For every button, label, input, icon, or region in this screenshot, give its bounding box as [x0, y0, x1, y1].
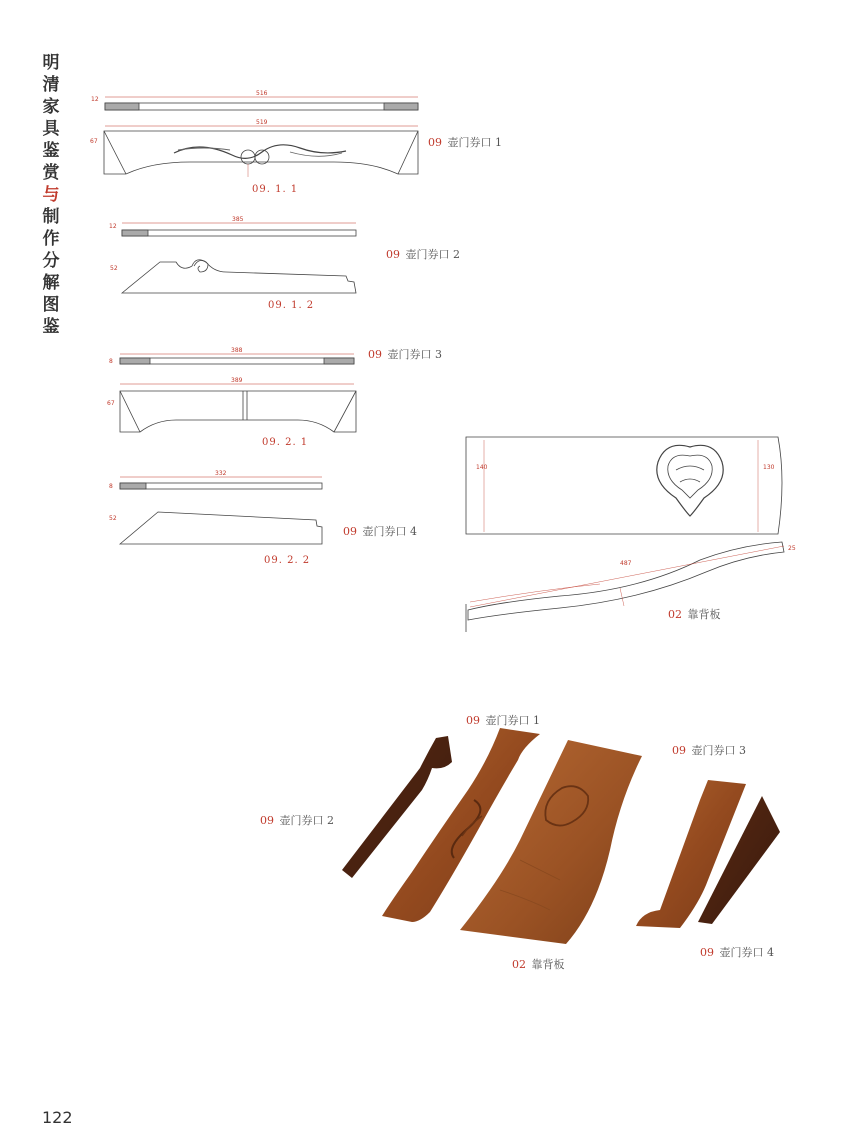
book-title-char: 图 [42, 295, 60, 315]
dim-label: 385 [232, 216, 244, 223]
caption-09-3: 09 壶门券口 3 [368, 348, 442, 361]
book-title-char: 具 [42, 119, 60, 139]
book-title-char: 鉴 [42, 141, 60, 161]
book-title-char: 家 [42, 97, 60, 117]
drawing-02-backrest [466, 437, 784, 632]
figure-09-2-2: 09. 2. 2 [264, 555, 311, 566]
dim-label: 487 [620, 560, 632, 567]
dim-label: 25 [788, 545, 796, 552]
dim-label: 52 [109, 515, 117, 522]
drawing-09-1-2 [122, 223, 356, 293]
page-number: 122 [42, 1108, 73, 1127]
book-title-char: 与 [42, 185, 60, 205]
figure-09-1-1: 09. 1. 1 [252, 184, 299, 195]
book-title-char: 解 [42, 273, 60, 293]
dim-label: 519 [256, 119, 268, 126]
dim-label: 130 [763, 464, 775, 471]
book-title-char: 鉴 [42, 317, 60, 337]
caption-02-backrest: 02 靠背板 [668, 608, 721, 621]
dim-label: 516 [256, 90, 268, 97]
dim-label: 12 [109, 223, 117, 230]
drawing-09-2-1 [120, 354, 356, 432]
book-title-char: 分 [42, 251, 60, 271]
drawing-09-2-2 [120, 477, 322, 544]
photo-label-09-3: 09 壶门券口 3 [672, 744, 746, 757]
book-title-char: 清 [42, 75, 60, 95]
photo-label-09-4: 09 壶门券口 4 [700, 946, 774, 959]
photo-wooden-parts [342, 728, 780, 944]
book-title-char: 明 [42, 53, 60, 73]
dim-label: 389 [231, 377, 243, 384]
dim-label: 12 [91, 96, 99, 103]
book-title-char: 赏 [42, 163, 60, 183]
caption-09-2: 09 壶门券口 2 [386, 248, 460, 261]
dim-label: 67 [107, 400, 115, 407]
dim-label: 8 [109, 483, 113, 490]
dim-label: 8 [109, 358, 113, 365]
dim-label: 140 [476, 464, 488, 471]
figure-09-2-1: 09. 2. 1 [262, 437, 309, 448]
photo-label-02: 02 靠背板 [512, 958, 565, 971]
caption-09-1: 09 壶门券口 1 [428, 136, 502, 149]
book-title-char: 作 [42, 229, 60, 249]
photo-label-09-1: 09 壶门券口 1 [466, 714, 540, 727]
dim-label: 52 [110, 265, 118, 272]
figure-09-1-2: 09. 1. 2 [268, 300, 315, 311]
dim-label: 332 [215, 470, 227, 477]
dim-label: 67 [90, 138, 98, 145]
book-title-char: 制 [42, 207, 60, 227]
drawing-09-1-1 [104, 97, 418, 177]
photo-label-09-2: 09 壶门券口 2 [260, 814, 334, 827]
caption-09-4: 09 壶门券口 4 [343, 525, 417, 538]
dim-label: 388 [231, 347, 243, 354]
